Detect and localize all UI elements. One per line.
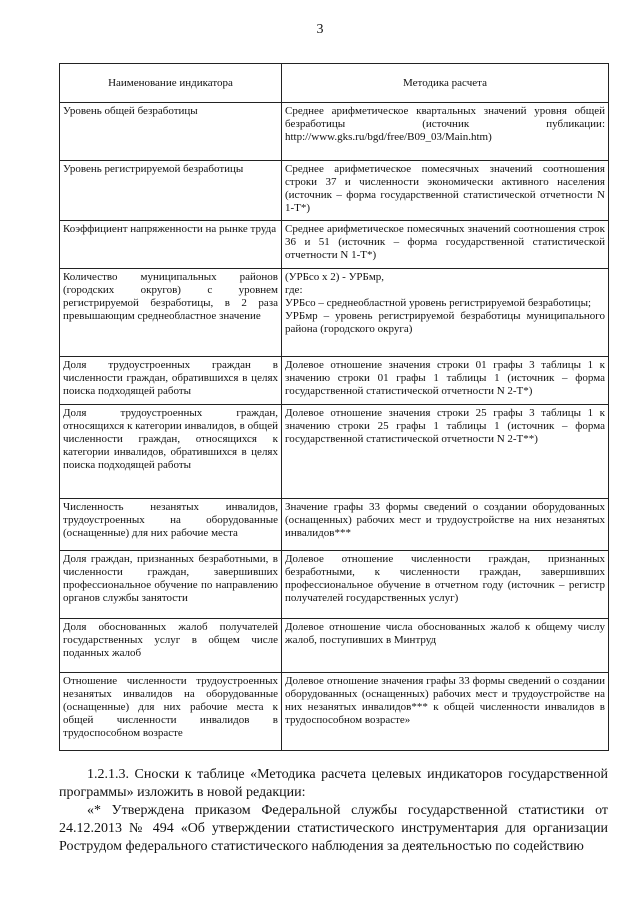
indicator-name: Коэффициент напряженности на рынке труда — [60, 221, 282, 269]
table-row — [60, 269, 609, 357]
table-row — [60, 161, 609, 221]
method-text: Долевое отношение значения строки 01 графы 3 таблицы 1 к значению строки 01 графы 1 таблицы 1 (источник – форма государственной статистической отчетности N 2-Т*) — [282, 357, 609, 405]
table-row — [60, 619, 609, 673]
method-text: Долевое отношение численности граждан, признанных безработными, к численности граждан, завершивших профессиональное обучение в отчетном году (источник – регистр получателей государственных услуг) — [282, 551, 609, 619]
table-row — [60, 221, 609, 269]
indicator-name: Доля граждан, признанных безработными, в численности граждан, завершивших профессиональное обучение по направлению органов службы занятости — [60, 551, 282, 619]
indicator-name: Доля трудоустроенных граждан в численности граждан, обратившихся в целях поиска подходящей работы — [60, 357, 282, 405]
indicator-name: Численность незанятых инвалидов, трудоустроенных на оборудованные (оснащенные) для них рабочие места — [60, 499, 282, 551]
page-number: 3 — [316, 22, 324, 37]
method-text: Значение графы 33 формы сведений о создании оборудованных (оснащенных) рабочих мест и трудоустройстве на них незанятых инвалидов*** — [282, 499, 609, 551]
method-text: (УРБсо х 2) - УРБмр, где: УРБсо – среднеобластной уровень регистрируемой безработицы; УРБмр – уровень регистрируемой безработицы муниципального района (городского округа) — [282, 269, 609, 357]
header-method: Методика расчета — [282, 64, 609, 103]
indicator-name: Доля трудоустроенных граждан, относящихся к категории инвалидов, в общей численности граждан, относящихся к категории инвалидов, обратившихся в целях поиска подходящей работы — [60, 405, 282, 499]
indicator-name: Уровень регистрируемой безработицы — [60, 161, 282, 221]
indicator-name: Доля обоснованных жалоб получателей государственных услуг в общем числе поданных жалоб — [60, 619, 282, 673]
method-text: Долевое отношение значения строки 25 графы 3 таблицы 1 к значению строки 25 графы 1 таблицы 1 (источник – форма государственной статистической отчетности N 2-Т**) — [282, 405, 609, 499]
header-indicator-name: Наименование индикатора — [60, 64, 282, 103]
table-row — [60, 103, 609, 161]
table-row — [60, 357, 609, 405]
indicators-table — [59, 63, 609, 751]
indicator-name: Количество муниципальных районов (городских округов) с уровнем регистрируемой безработицы, в 2 раза превышающим среднеобластное значение — [60, 269, 282, 357]
method-text: Среднее арифметическое помесячных значений соотношения строк 36 и 51 (источник – форма государственной статистической отчетности N 1-Т*) — [282, 221, 609, 269]
table-row — [60, 499, 609, 551]
amendment-paragraph: 1.2.1.3. Сноски к таблице «Методика расчета целевых индикаторов государственной программы» изложить в новой редакции: — [59, 767, 608, 800]
method-text: Долевое отношение числа обоснованных жалоб к общему числу жалоб, поступивших в Минтруд — [282, 619, 609, 673]
method-text: Среднее арифметическое квартальных значений уровня общей безработицы (источник публикации: http://www.gks.ru/bgd/free/B09_03/Main.htm) — [282, 103, 609, 161]
indicator-name: Уровень общей безработицы — [60, 103, 282, 161]
table-row — [60, 673, 609, 751]
footnotes-section — [59, 766, 608, 856]
indicator-name: Отношение численности трудоустроенных незанятых инвалидов на оборудованные (оснащенные) для них рабочие места к общей численности инвалидов в трудоспособном возрасте — [60, 673, 282, 751]
table-row — [60, 551, 609, 619]
table-header-row — [60, 64, 609, 103]
table-row — [60, 405, 609, 499]
footnote-paragraph: «* Утверждена приказом Федеральной службы государственной статистики от 24.12.2013 № 494 «Об утверждении статистического инструментария для организации Рострудом федерального статистического наблюдения за деятельностью по содействию — [59, 803, 608, 854]
method-text: Долевое отношение значения графы 33 формы сведений о создании оборудованных (оснащенных) рабочих мест и трудоустройстве на них незанятых инвалидов*** к общей численности инвалидов в трудоспособном возрасте» — [282, 673, 609, 751]
method-text: Среднее арифметическое помесячных значений соотношения строки 37 и численности экономически активного населения (источник – форма государственной статистической отчетности N 1-Т*) — [282, 161, 609, 221]
